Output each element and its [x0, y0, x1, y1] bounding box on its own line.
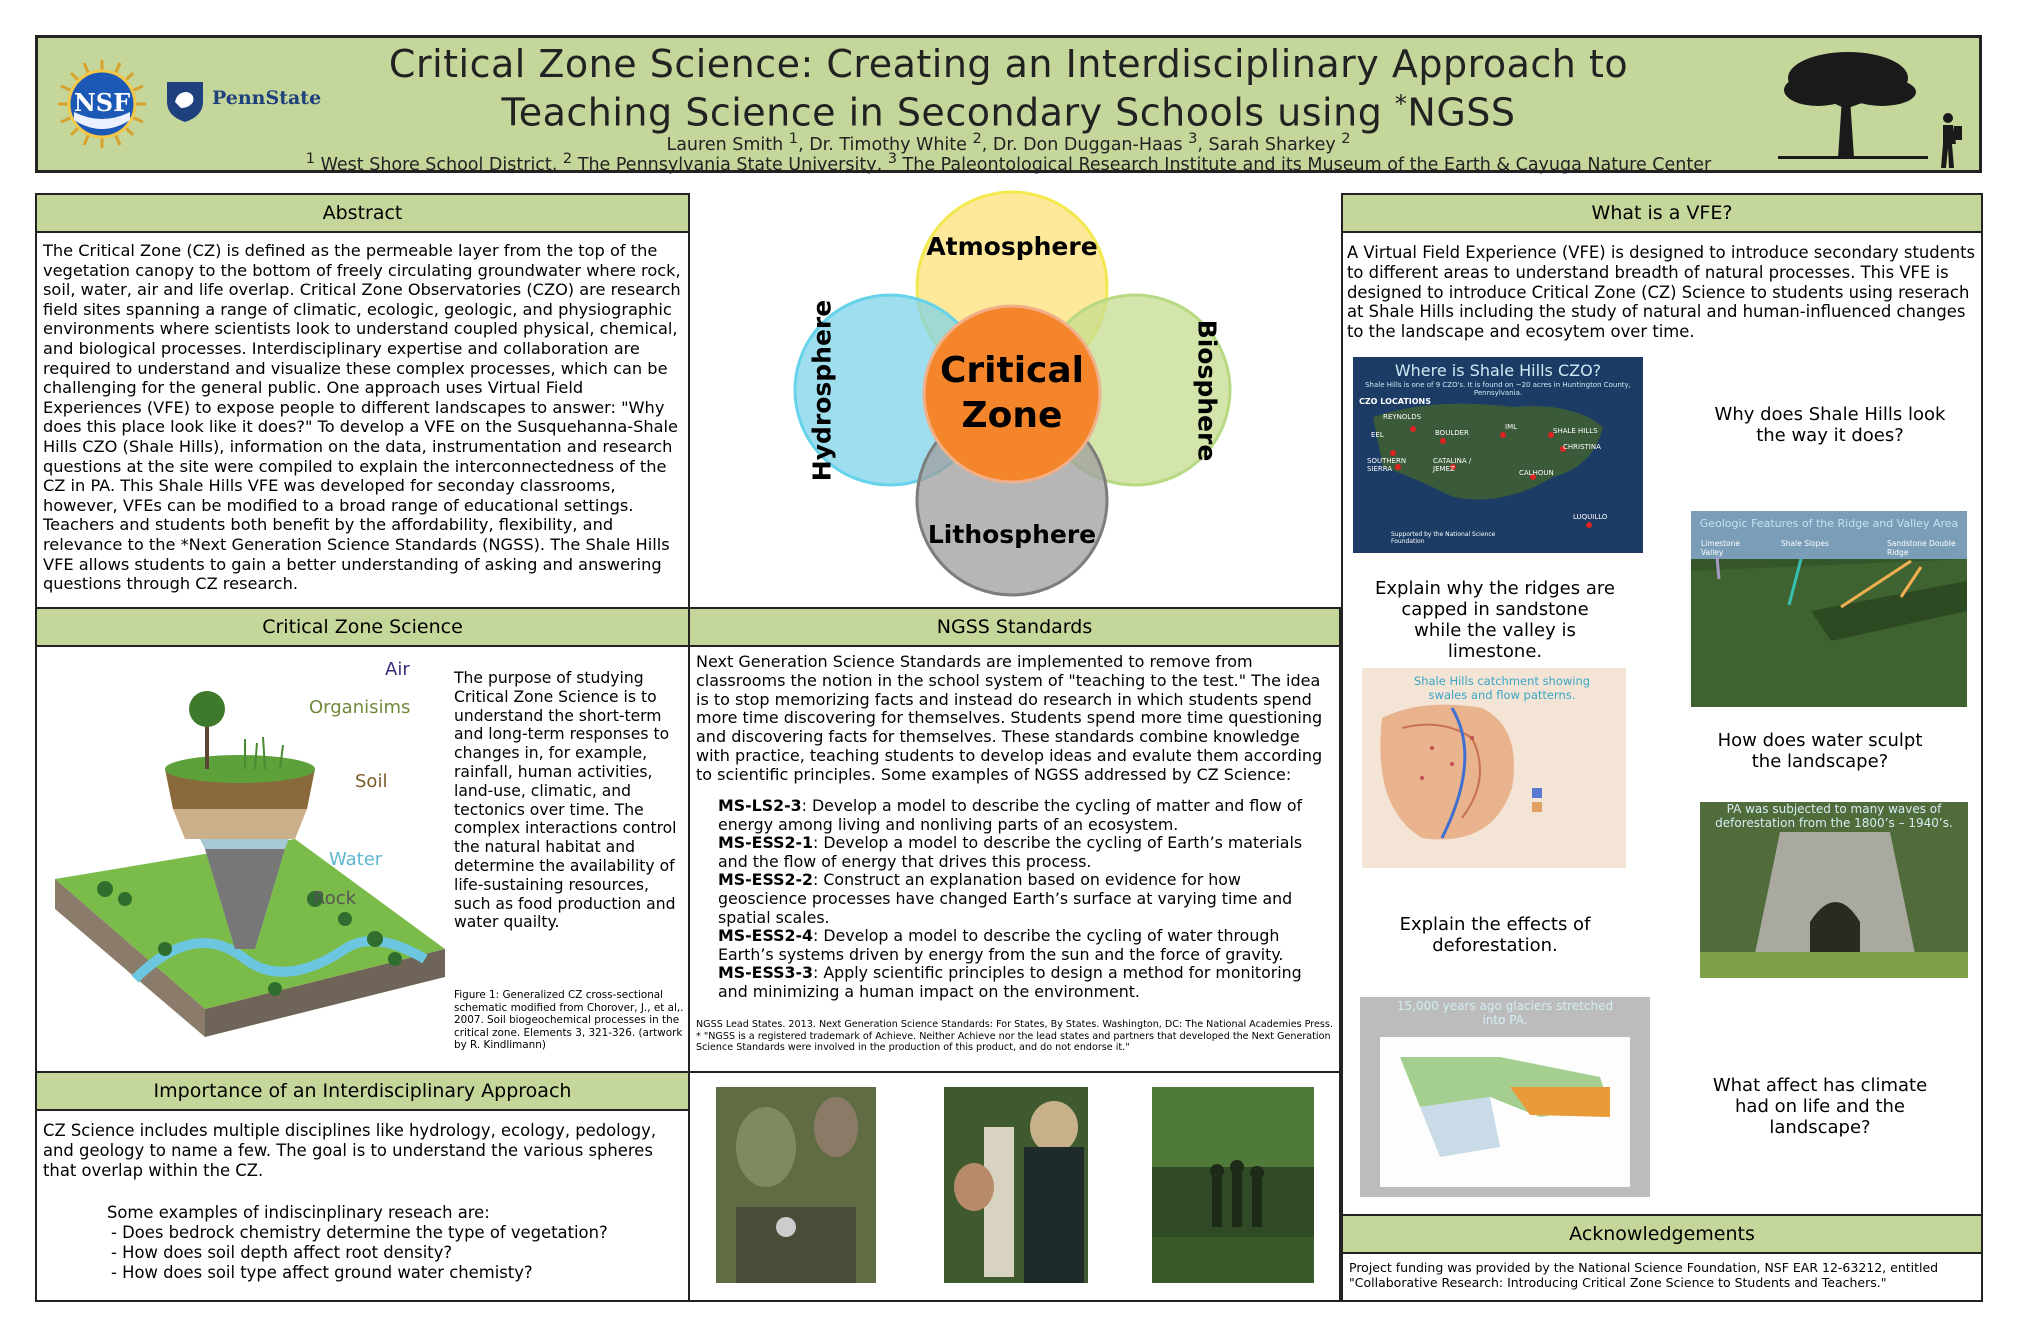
interdisciplinary-body: CZ Science includes multiple disciplines like hydrology, ecology, pedology, and geology to name a few. The goal is to understand the various spheres that overlap within the CZ. [43, 1121, 657, 1180]
map-subtitle: Shale Hills is one of 9 CZO's. It is found on ~20 acres in Huntington County, Pennsylvania. [1365, 381, 1631, 397]
map-place: CALHOUN [1519, 469, 1554, 477]
list-item: - Does bedrock chemistry determine the type of vegetation? [111, 1223, 608, 1242]
ngss-intro: Next Generation Science Standards are implemented to remove from classrooms the notion in the school system of "teaching to the test." The idea is to stop memorizing facts and instead do research in which students spend more time discovering for themselves. Students spend more time questioning and discovering facts for themselves. These standards combine knowledge with practice, teaching students to develop ideas and evalute them according to scientific principles. Some examples of NGSS addressed by CZ Science: [696, 652, 1323, 784]
map-legend: CZO LOCATIONS [1359, 397, 1432, 406]
vfe-body: A Virtual Field Experience (VFE) is designed to introduce secondary students to different areas to understand breadth of natural processes. This VFE is designed to introduce Critical Zone (CZ) Science to students using reserach at Shale Hills including the study of natural and human-influenced changes to the landscape and ecosytem over time. [1347, 243, 1976, 342]
interdisciplinary-examples-intro: Some examples of indiscinplinary reseach are: [107, 1203, 490, 1222]
ngss-panel [688, 607, 1341, 1073]
poster-title-line2: Teaching Science in Secondary Schools using *NGSS [501, 90, 1516, 135]
geo-label: Limestone Valley [1701, 539, 1740, 557]
ngss-reference: NGSS Lead States. 2013. Next Generation Science Standards: For States, By States. Washington, DC: The National Academies Press. * "NGSS is a registered trademark of Achieve. Neither Achieve nor the lead states and partners that developed the Next Generation Science Standards were involved in the production of this product, and do not endorse it." [696, 1019, 1333, 1054]
abstract-panel [35, 193, 690, 609]
question-ridges: Explain why the ridges are capped in sandstone while the valley is limestone. [1375, 578, 1615, 662]
interdisciplinary-panel [35, 1071, 690, 1302]
deforestation-title: PA was subjected to many waves of deforestation from the 1800’s – 1940’s. [1715, 802, 1953, 830]
map-credit: Supported by the National Science Foundation [1391, 531, 1496, 545]
czs-body: The purpose of studying Critical Zone Science is to understand the short-term and long-term responses to changes in, for example, rainfall, human activities, land-use, climatic, and tectonics over time. The complex interactions control the natural habitat and determine the availability of life-sustaining resources, such as food production and water quailty. [454, 669, 677, 932]
map-place: BOULDER [1435, 429, 1469, 437]
czo-locations-map [1353, 357, 1643, 553]
map-place: IML [1505, 423, 1518, 431]
map-place: SOUTHERN SIERRA [1367, 457, 1407, 473]
critical-zone-venn [760, 190, 1260, 600]
critical-zone-center-circle [924, 306, 1100, 482]
catchment-title: Shale Hills catchment showing swales and flow patterns. [1413, 674, 1591, 702]
acknowledgements-heading: Acknowledgements [1343, 1216, 1981, 1254]
glacier-map-image [1360, 997, 1650, 1197]
interdisciplinary-heading: Importance of an Interdisciplinary Approach [37, 1073, 688, 1111]
map-place: CATALINA / JEMEZ [1433, 457, 1472, 473]
czs-figure-caption: Figure 1: Generalized CZ cross-sectional schematic modified from Chorover, J., et al,. 2007. Soil biogeochemical processes in the critical zone. Elements 3, 321-326. (artwork by R. Kindlimann) [454, 989, 684, 1051]
map-place: LUQUILLO [1573, 513, 1608, 521]
standard-item: MS-ESS3-3: Apply scientific principles to design a method for monitoring and minimizing a human impact on the environment. [718, 963, 1302, 1001]
vfe-heading: What is a VFE? [1343, 195, 1981, 233]
standard-item: MS-ESS2-2: Construct an explanation based on evidence for how geoscience processes have changed Earth’s surface at varying time and spatial scales. [718, 870, 1293, 927]
question-water-sculpt: How does water sculpt the landscape? [1717, 730, 1923, 772]
venn-center-label-2: Zone [961, 395, 1063, 436]
diagram-label-organisms: Organisims [309, 697, 411, 718]
czs-heading: Critical Zone Science [37, 609, 688, 647]
diagram-label-water: Water [329, 849, 383, 870]
affiliations-line: $^1$ West Shore School District, $^2$ The Pennsylvania State University, $^3$ The Paleontological Research Institute and its Museum of the Earth & Cayuga Nature Center [305, 150, 1712, 175]
standard-item: MS-ESS2-1: Develop a model to describe the cycling of Earth’s materials and the flow of energy that drives this process. [718, 833, 1303, 871]
critical-zone-science-panel [35, 607, 690, 1073]
tree-hiker-icon [1778, 48, 1978, 172]
venn-biosphere-label: Biosphere [1192, 319, 1222, 462]
geo-image-title: Geologic Features of the Ridge and Valley Area [1699, 517, 1959, 530]
authors-line: Lauren Smith $^1$, Dr. Timothy White $^2$, Dr. Don Duggan-Haas $^3$, Sarah Sharkey $^2$ [666, 130, 1351, 155]
standard-item: MS-LS2-3: Develop a model to describe the cycling of matter and flow of energy among living and nonliving parts of an ecosystem. [718, 796, 1303, 834]
diagram-label-rock: Rock [313, 888, 357, 909]
acknowledgements-body: Project funding was provided by the National Science Foundation, NSF EAR 12-63212, entitled "Collaborative Research: Introducing Critical Zone Science to Students and Teachers." [1349, 1260, 1939, 1290]
nsf-logo-text: NSF [73, 88, 131, 117]
interdisciplinary-examples [111, 1223, 608, 1282]
field-photo-3 [1152, 1087, 1314, 1283]
abstract-body: The Critical Zone (CZ) is defined as the permeable layer from the top of the vegetation canopy to the bottom of freely circulating groundwater where rock, soil, water, air and life overlap. Critical Zone Observatories (CZO) are research field sites spanning a range of climatic, ecologic, geologic, and physiographic environments where scientists look to understand coupled physical, chemical, and biological processes. Interdisciplinary expertise and collaboration are required to understand and visualize these complex processes, which can be challenging for the general public. One approach uses Virtual Field Experiences (VFE) to expose people to different landscapes to answer: "Why does this place look like it does?" To develop a VFE on the Susquehanna-Shale Hills CZO (Shale Hills), information on the data, instrumentation and research questions at the site were compiled to explain the interconnectedness of the CZ in PA. This Shale Hills VFE was developed for seconday classrooms, however, VFEs can be modified to a broad range of educational settings. Teachers and students both benefit by the affordability, flexibility, and relevance to the *Next Generation Science Standards (NGSS). The Shale Hills VFE allows students to gain a better understanding of asking and answering questions through CZ research. [43, 241, 681, 594]
question-deforestation: Explain the effects of deforestation. [1399, 914, 1591, 956]
map-place: EEL [1371, 431, 1384, 439]
geologic-features-image [1691, 511, 1967, 707]
field-photo-2 [944, 1087, 1088, 1283]
poster-title-line1: Critical Zone Science: Creating an Interdisciplinary Approach to [388, 42, 1629, 86]
diagram-label-air: Air [385, 659, 410, 680]
deforestation-kiln-image [1700, 802, 1968, 978]
question-climate: What affect has climate had on life and the landscape? [1712, 1075, 1928, 1138]
glacier-title: 15,000 years ago glaciers stretched into PA. [1396, 999, 1614, 1027]
venn-lithosphere-label: Lithosphere [927, 520, 1097, 549]
list-item: - How does soil type affect ground water chemisty? [111, 1262, 533, 1282]
question-shale-hills: Why does Shale Hills look the way it does? [1714, 404, 1946, 446]
acknowledgements-panel [1341, 1214, 1983, 1302]
list-item: - How does soil depth affect root density? [111, 1242, 453, 1262]
ngss-heading: NGSS Standards [690, 609, 1339, 647]
abstract-heading: Abstract [37, 195, 688, 233]
catchment-map-image [1362, 668, 1626, 868]
diagram-label-soil: Soil [355, 771, 388, 792]
venn-hydrosphere-label: Hydrosphere [807, 299, 837, 482]
map-title: Where is Shale Hills CZO? [1394, 361, 1602, 380]
title-banner [35, 35, 1982, 173]
standard-item: MS-ESS2-4: Develop a model to describe the cycling of water through Earth’s systems driven by energy from the sun and the force of gravity. [718, 926, 1284, 964]
pennstate-label: PennState [212, 87, 322, 109]
map-place: REYNOLDS [1383, 413, 1422, 421]
venn-center-label-1: Critical [939, 350, 1085, 391]
field-photo-1 [716, 1087, 876, 1283]
geo-label: Shale Slopes [1781, 539, 1829, 548]
map-place: SHALE HILLS [1553, 427, 1598, 435]
venn-atmosphere-label: Atmosphere [926, 232, 1098, 261]
geo-label: Sandstone Double Ridge [1887, 539, 1956, 557]
map-place: CHRISTINA [1563, 443, 1601, 451]
ngss-standards-list [718, 797, 1328, 1002]
